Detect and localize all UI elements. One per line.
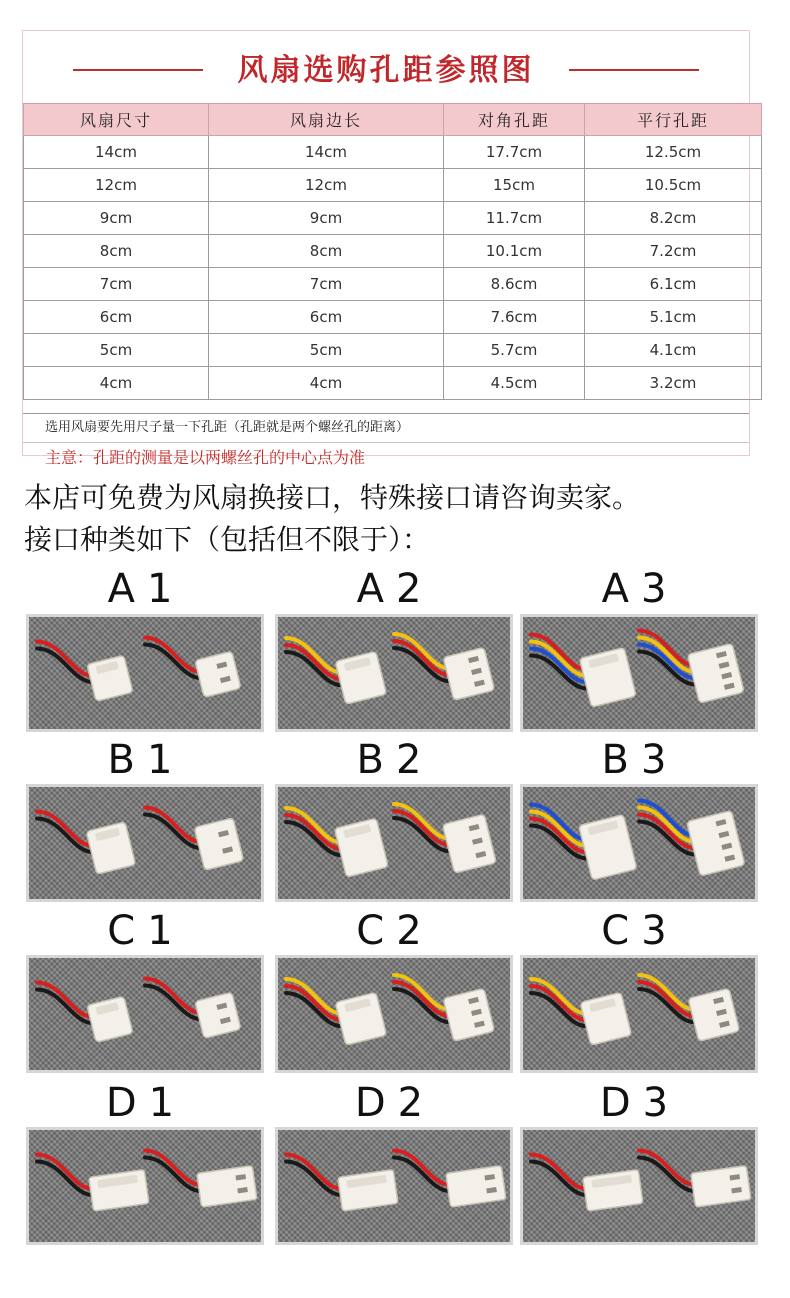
connector-label: C1 (107, 908, 185, 954)
connector-photo (26, 955, 264, 1073)
table-row (24, 334, 762, 367)
measurement-warning: 主意：孔距的测量是以两螺丝孔的中心点为准 (23, 442, 749, 473)
table-cell: 5cm (24, 334, 209, 367)
table-row (24, 202, 762, 235)
connector-label: D1 (105, 1080, 187, 1126)
connector-label: D2 (354, 1080, 436, 1126)
connector-photo (520, 1127, 758, 1245)
column-header: 风扇边长 (209, 104, 444, 136)
table-cell: 12cm (24, 169, 209, 202)
title-divider-right (569, 69, 699, 71)
table-cell: 11.7cm (444, 202, 585, 235)
table-cell: 8cm (209, 235, 444, 268)
connector-photo (520, 955, 758, 1073)
column-header: 平行孔距 (585, 104, 762, 136)
table-cell: 10.5cm (585, 169, 762, 202)
connector-label: A1 (107, 566, 185, 612)
connector-label: B3 (601, 737, 679, 783)
connector-label: C3 (601, 908, 679, 954)
table-cell: 17.7cm (444, 136, 585, 169)
table-cell: 7cm (24, 268, 209, 301)
hole-spacing-table (23, 103, 762, 400)
measurement-note: 选用风扇要先用尺子量一下孔距（孔距就是两个螺丝孔的距离） (23, 413, 749, 442)
connector-photo (275, 1127, 513, 1245)
table-row (24, 136, 762, 169)
table-cell: 8.2cm (585, 202, 762, 235)
table-cell: 14cm (24, 136, 209, 169)
table-cell: 5cm (209, 334, 444, 367)
table-cell: 7cm (209, 268, 444, 301)
table-cell: 8cm (24, 235, 209, 268)
table-cell: 5.1cm (585, 301, 762, 334)
table-cell: 4cm (209, 367, 444, 400)
table-cell: 9cm (24, 202, 209, 235)
connector-photo (275, 784, 513, 902)
connector-photo (275, 955, 513, 1073)
table-row (24, 169, 762, 202)
table-cell: 4cm (24, 367, 209, 400)
table-cell: 6cm (24, 301, 209, 334)
table-cell: 4.1cm (585, 334, 762, 367)
table-row (24, 268, 762, 301)
service-info-line: 本店可免费为风扇换接口，特殊接口请咨询卖家。 (24, 481, 641, 514)
table-row (24, 367, 762, 400)
table-cell: 9cm (209, 202, 444, 235)
connector-label: B2 (356, 737, 434, 783)
table-cell: 7.2cm (585, 235, 762, 268)
table-cell: 5.7cm (444, 334, 585, 367)
connector-photo (275, 614, 513, 732)
connector-photo (520, 614, 758, 732)
connector-label: A3 (601, 566, 679, 612)
table-cell: 10.1cm (444, 235, 585, 268)
hole-spacing-reference-card (22, 30, 750, 467)
table-cell: 12.5cm (585, 136, 762, 169)
connector-label: D3 (599, 1080, 681, 1126)
column-header: 风扇尺寸 (24, 104, 209, 136)
table-row (24, 235, 762, 268)
connector-label: B1 (107, 737, 185, 783)
connector-label: A2 (356, 566, 434, 612)
table-row (24, 301, 762, 334)
connector-photo (26, 614, 264, 732)
table-cell: 8.6cm (444, 268, 585, 301)
table-cell: 6cm (209, 301, 444, 334)
table-cell: 12cm (209, 169, 444, 202)
table-cell: 14cm (209, 136, 444, 169)
table-header-row (24, 104, 762, 136)
column-header: 对角孔距 (444, 104, 585, 136)
connector-photo (520, 784, 758, 902)
connector-photo (26, 784, 264, 902)
table-cell: 6.1cm (585, 268, 762, 301)
table-cell: 7.6cm (444, 301, 585, 334)
connector-label: C2 (356, 908, 434, 954)
table-cell: 4.5cm (444, 367, 585, 400)
connector-photo (26, 1127, 264, 1245)
reference-title-bar (23, 31, 749, 103)
reference-title: 风扇选购孔距参照图 (237, 53, 535, 88)
table-cell: 3.2cm (585, 367, 762, 400)
table-cell: 15cm (444, 169, 585, 202)
connector-types-intro: 接口种类如下（包括但不限于）： (24, 523, 431, 556)
